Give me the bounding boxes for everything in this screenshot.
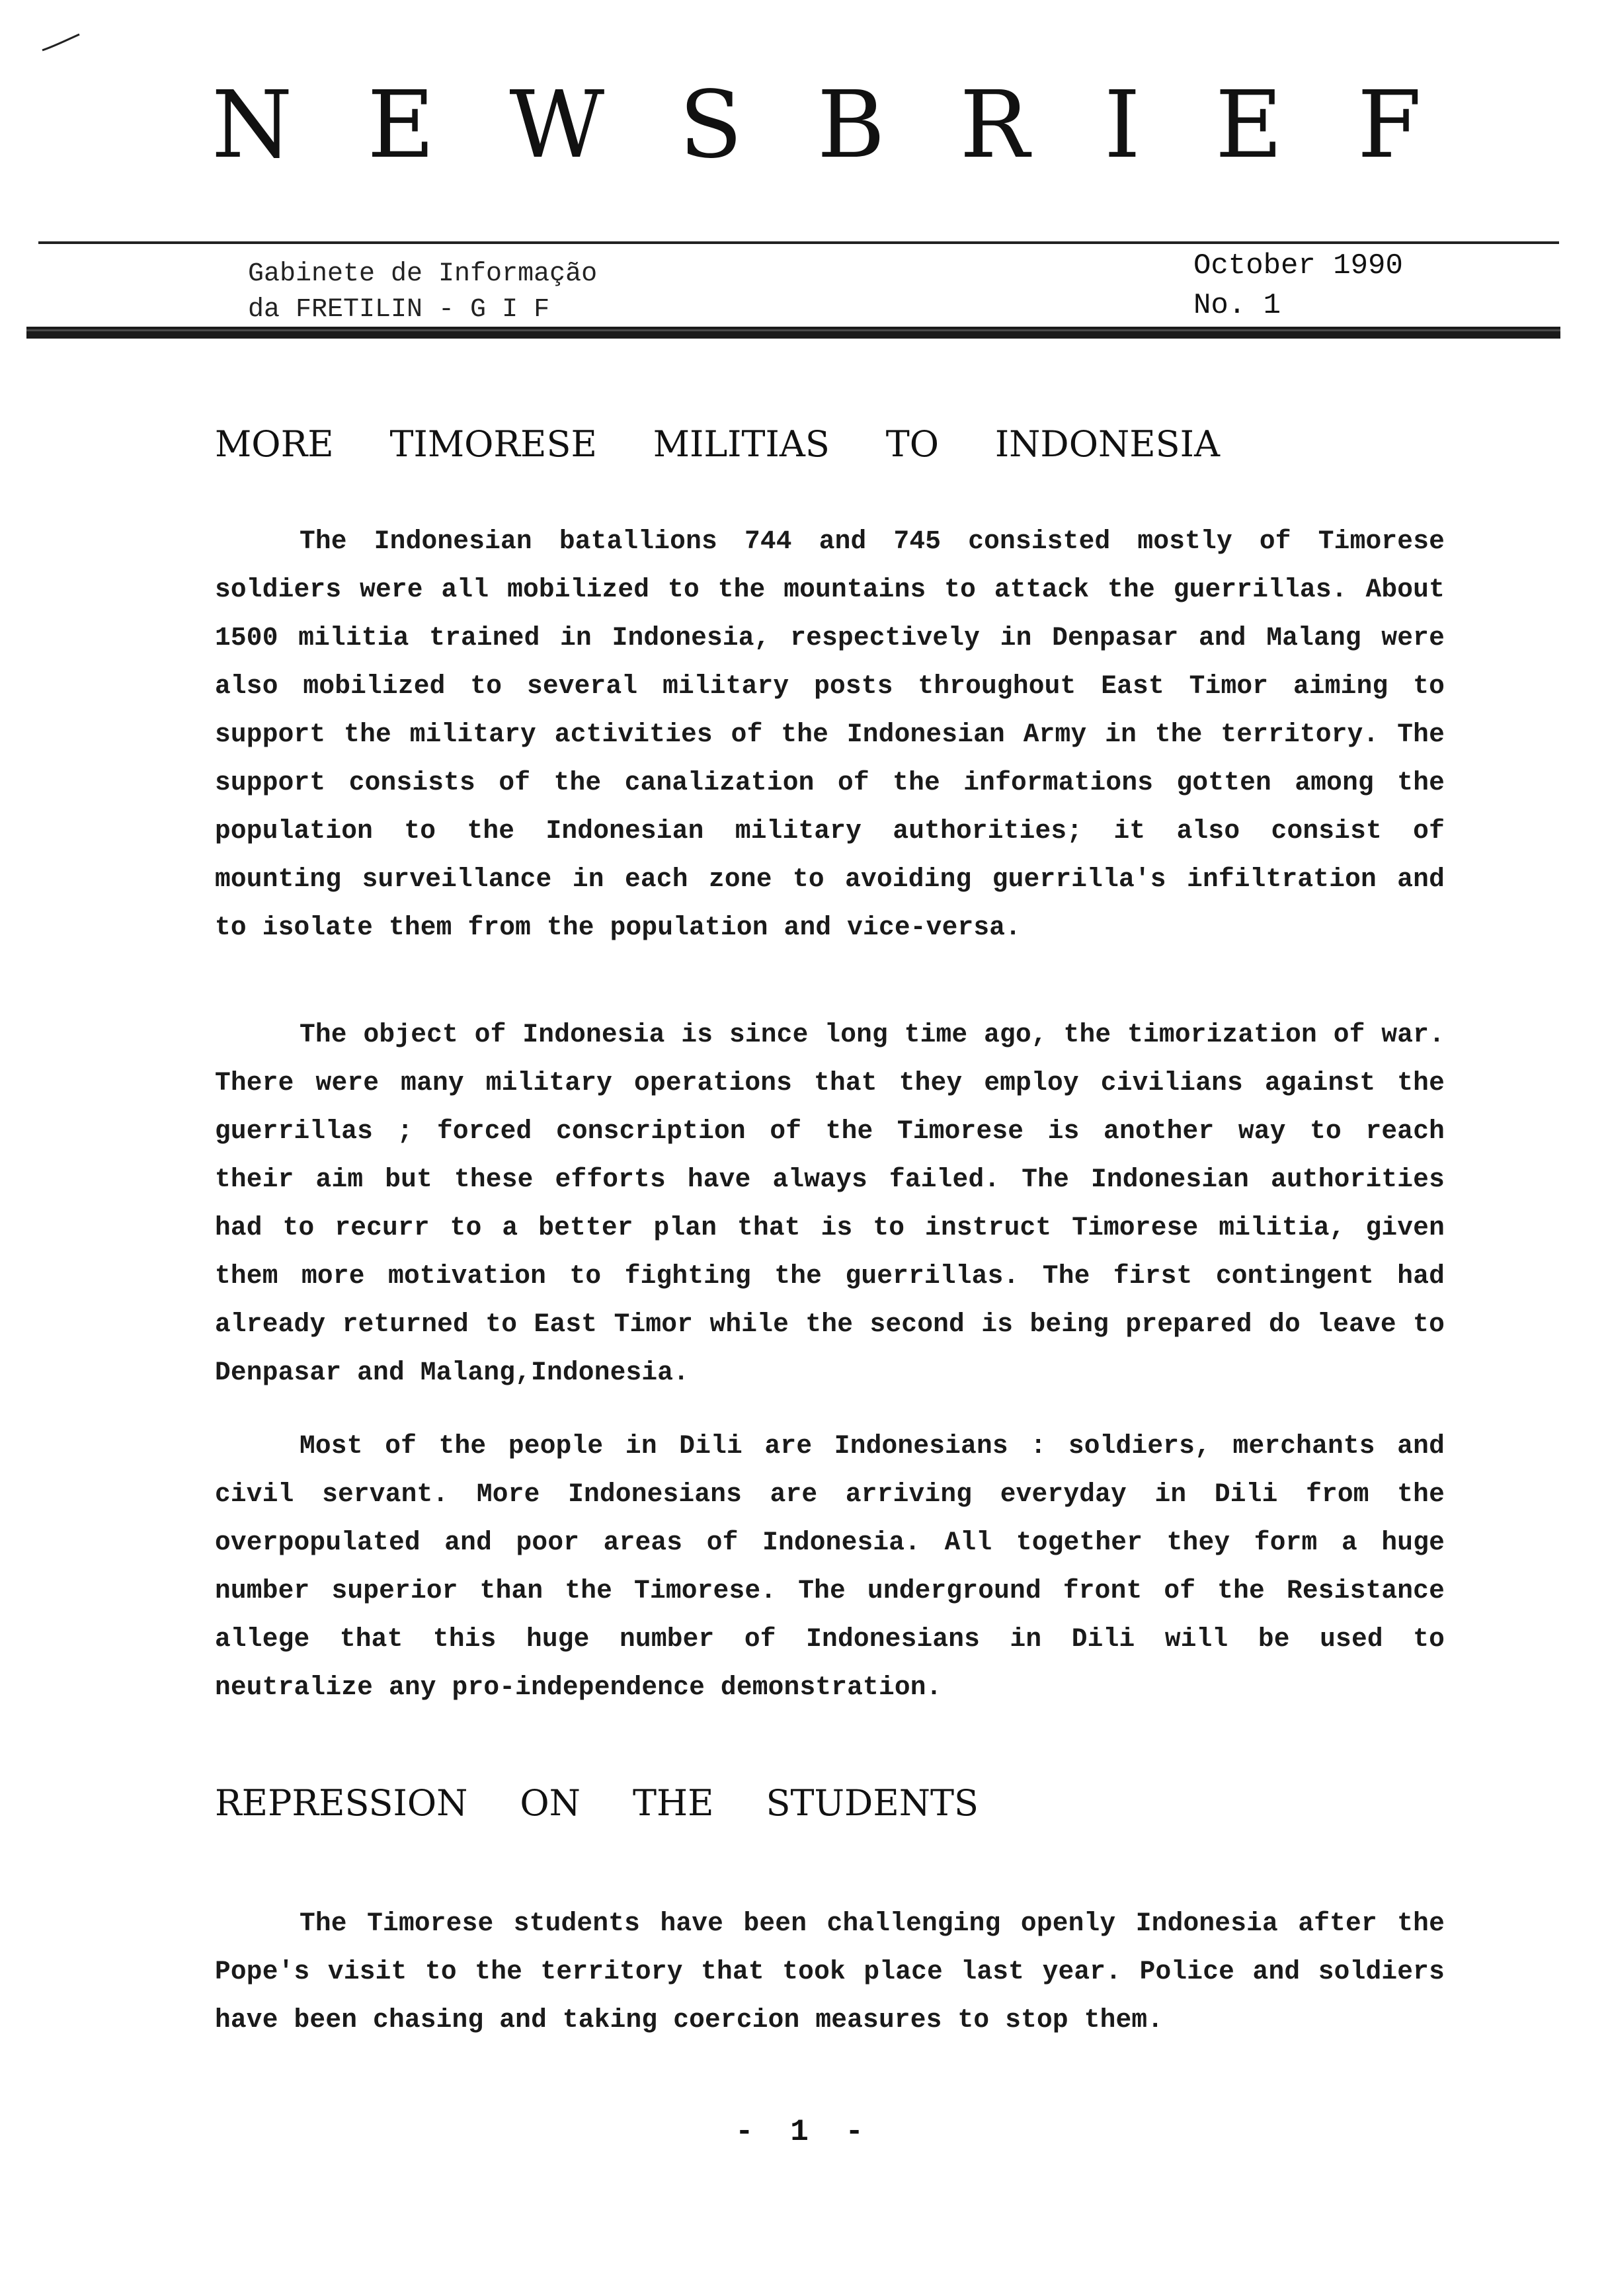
- header-divider-thin: [38, 241, 1559, 244]
- body-paragraph: Most of the people in Dili are Indonesians : soldiers, merchants and civil servant. More Indonesians are arriving everyday in Dili from the overpopulated and poor areas of Indonesia. All together they form a huge number superior than the Timorese. The underground front of the Resistance allege that this huge number of Indonesians in Dili will be used to neutralize any pro-independence demonstration.: [215, 1431, 1445, 1702]
- masthead-letter: F: [1357, 71, 1422, 179]
- publisher-line-1: Gabinete de Informação: [248, 259, 598, 289]
- body-paragraph: The Timorese students have been challenging openly Indonesia after the Pope's visit to the territory that took place last year. Police and soldiers have been chasing and taking coercion measures to stop them.: [215, 1908, 1445, 2035]
- masthead-title: [212, 71, 1422, 179]
- heading-word: TIMORESE: [389, 423, 597, 465]
- heading-word: MORE: [215, 423, 334, 465]
- masthead-letter: I: [1104, 71, 1141, 179]
- masthead-letter: B: [817, 71, 885, 179]
- masthead-letter: S: [679, 71, 743, 179]
- page-number: - 1 -: [735, 2115, 873, 2149]
- masthead-letter: N: [212, 71, 293, 179]
- section-heading: [215, 1782, 979, 1824]
- heading-word: REPRESSION: [215, 1782, 468, 1824]
- masthead-letter: R: [959, 71, 1029, 179]
- issue-number: No. 1: [1193, 289, 1281, 322]
- body-paragraph: The Indonesian batallions 744 and 745 consisted mostly of Timorese soldiers were all mobilized to the mountains to attack the guerrillas. About 1500 militia trained in Indonesia, respectively in Denpasar and Malang were also mobilized to several military posts throughout East Timor aiming to support the military activities of the Indonesian Army in the territory. The support consists of the canalization of the informations gotten among the population to the Indonesian military authorities; it also consist of mounting surveillance in each zone to avoiding guerrilla's infiltration and to isolate them from the population and vice-versa.: [215, 526, 1445, 942]
- header-divider-thick: [26, 327, 1560, 339]
- body-paragraph: The object of Indonesia is since long time ago, the timorization of war. There were many military operations that they employ civilians against the guerrillas ; forced conscription of the Timorese is another way to reach their aim but these efforts have always failed. The Indonesian authorities had to recurr to a better plan that is to instruct Timorese militia, given them more motivation to fighting the guerrillas. The first contingent had already returned to East Timor while the second is being prepared do leave to Denpasar and Malang,Indonesia.: [215, 1020, 1445, 1387]
- heading-word: INDONESIA: [994, 423, 1220, 465]
- pen-stroke-mark: [41, 33, 81, 53]
- heading-word: MILITIAS: [653, 423, 830, 465]
- issue-date: October 1990: [1193, 249, 1403, 282]
- heading-word: TO: [885, 423, 939, 465]
- heading-word: STUDENTS: [766, 1782, 979, 1824]
- publisher-line-2: da FRETILIN - G I F: [248, 295, 550, 325]
- heading-word: ON: [520, 1782, 581, 1824]
- masthead-letter: W: [509, 71, 605, 179]
- heading-word: THE: [632, 1782, 714, 1824]
- section-heading: [215, 423, 1220, 465]
- publisher-block: [248, 257, 597, 328]
- masthead-letter: E: [1215, 71, 1283, 179]
- issue-block: [1193, 246, 1403, 325]
- masthead-letter: E: [367, 71, 435, 179]
